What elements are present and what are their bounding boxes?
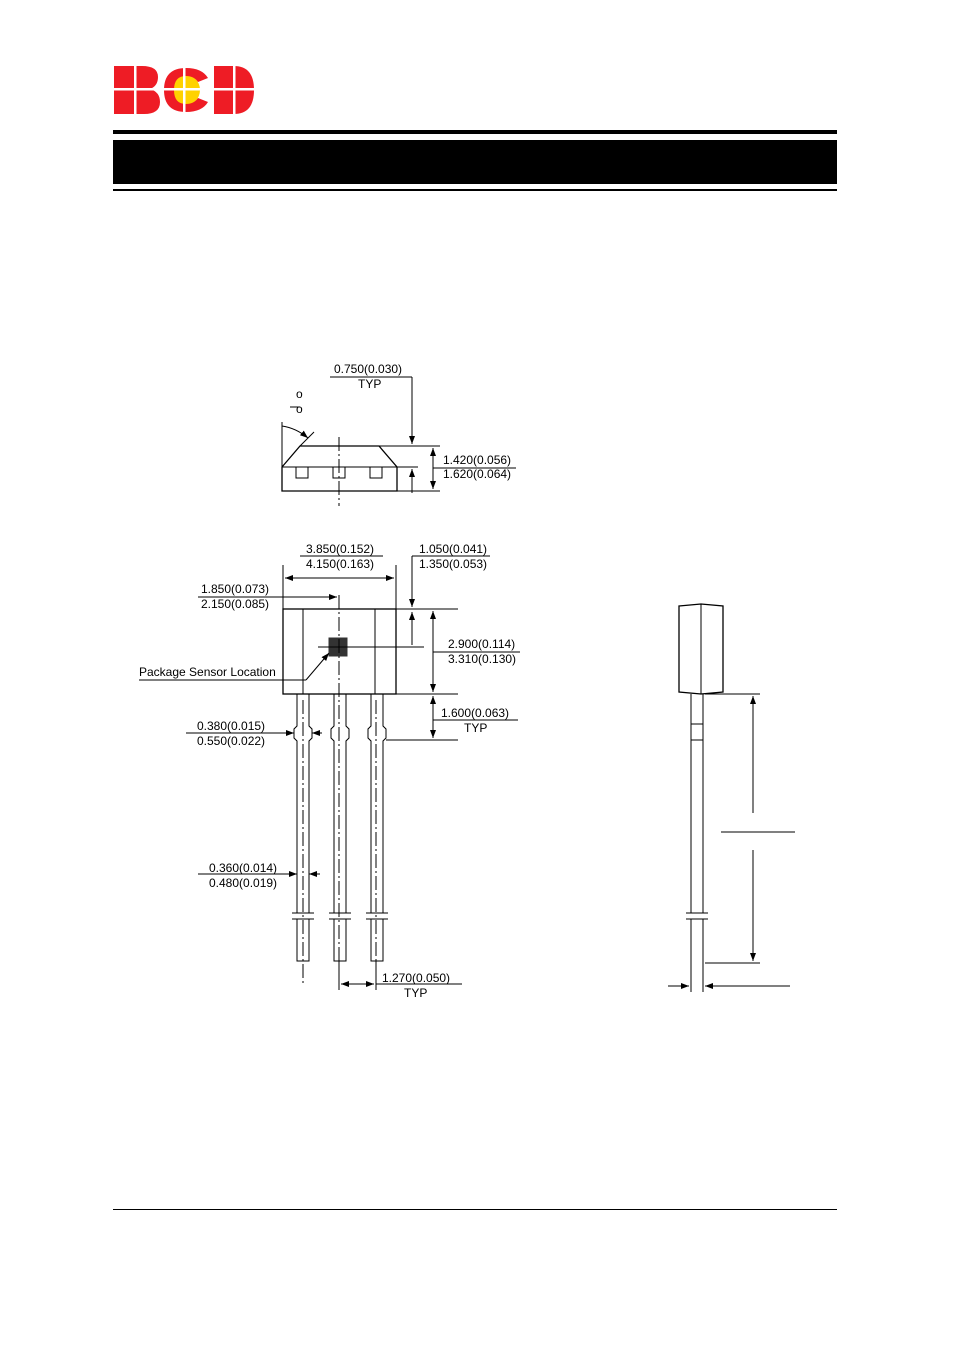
front-view-labels bbox=[139, 542, 516, 1000]
dim-body-width-max: 4.150(0.163) bbox=[306, 557, 375, 571]
dim-lead-offset-value: 0.750(0.030) bbox=[334, 362, 403, 376]
dim-lead-upper-min: 0.380(0.015) bbox=[197, 719, 266, 733]
dim-height-min: 1.420(0.056) bbox=[443, 453, 512, 467]
side-view bbox=[668, 604, 795, 992]
dim-pitch-value: 1.270(0.050) bbox=[382, 971, 451, 985]
lead-center bbox=[331, 694, 349, 961]
dim-lead-offset-note: TYP bbox=[358, 377, 382, 391]
dim-lead-lower-min: 0.360(0.014) bbox=[209, 861, 278, 875]
dim-shoulder-note: TYP bbox=[464, 721, 488, 735]
dim-sensor-x-min: 1.850(0.073) bbox=[201, 582, 270, 596]
dim-shoulder-value: 1.600(0.063) bbox=[441, 706, 510, 720]
dim-sensor-y-max: 1.350(0.053) bbox=[419, 557, 488, 571]
dim-body-height-min: 2.900(0.114) bbox=[448, 637, 516, 651]
top-view bbox=[282, 377, 516, 506]
dim-sensor-x-max: 2.150(0.085) bbox=[201, 597, 270, 611]
dim-sensor-y-min: 1.050(0.041) bbox=[419, 542, 488, 556]
dim-pitch-note: TYP bbox=[404, 986, 428, 1000]
dim-lead-lower-max: 0.480(0.019) bbox=[209, 876, 278, 890]
angle-mark-2: o bbox=[296, 402, 303, 416]
dim-body-height-max: 3.310(0.130) bbox=[448, 652, 517, 666]
lead-right bbox=[368, 694, 386, 961]
dim-body-width-min: 3.850(0.152) bbox=[306, 542, 375, 556]
dim-height-max: 1.620(0.064) bbox=[443, 467, 512, 481]
front-view bbox=[139, 556, 520, 990]
top-view-labels bbox=[296, 362, 511, 481]
sensor-location-label: Package Sensor Location bbox=[139, 665, 276, 679]
angle-mark-1: o bbox=[296, 387, 303, 401]
dim-lead-upper-max: 0.550(0.022) bbox=[197, 734, 266, 748]
